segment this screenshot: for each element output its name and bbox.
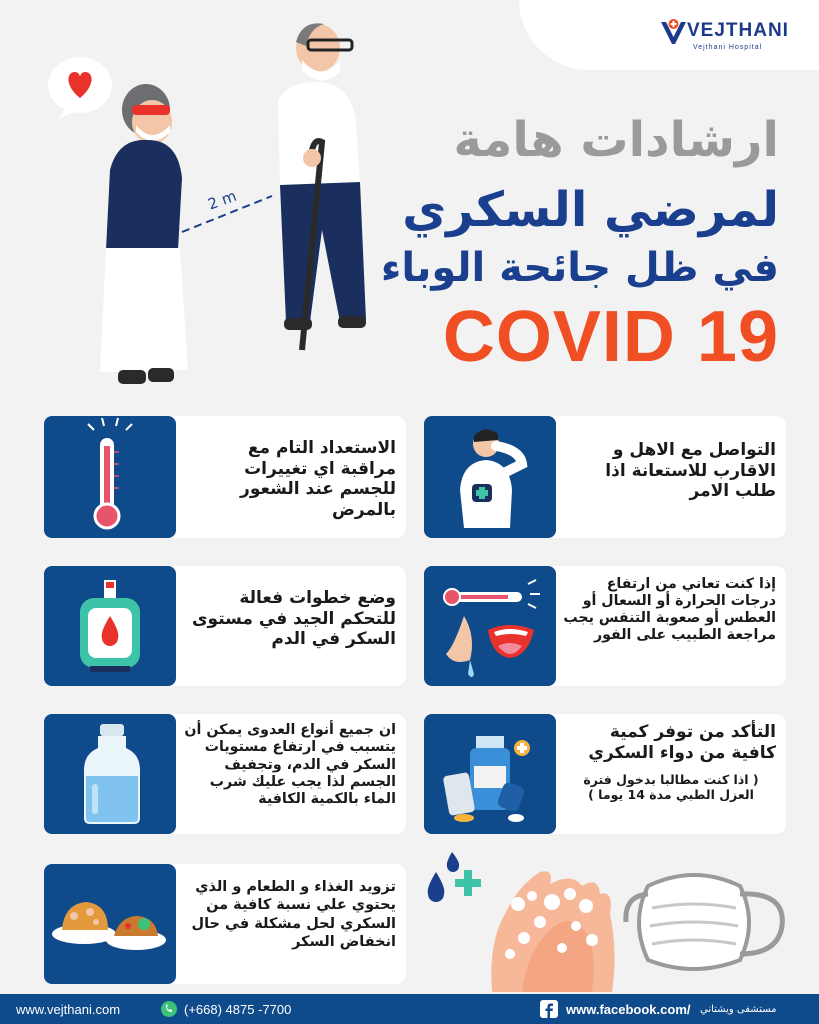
heart-bubble-icon — [48, 57, 112, 120]
title-line-2: لمرضي السكري — [402, 182, 779, 238]
title-line-3: في ظل جائحة الوباء — [380, 245, 779, 291]
person-medicine-icon — [424, 416, 556, 538]
tip-card-medicine — [424, 714, 786, 834]
tip-text: ان جميع أنواع العدوى يمكن أن يتسبب في ارتفاع مستويات السكر في الدم، وتجفيف الجسم لذا يجب عليك شرب الماء بالكمية الكافية — [184, 722, 396, 808]
whatsapp-icon — [160, 1000, 178, 1018]
washing-hands-icon — [491, 871, 614, 992]
facebook-link[interactable]: www.facebook.com/ — [566, 1002, 691, 1017]
water-bottle-icon — [44, 714, 176, 834]
symptoms-icon — [424, 566, 556, 686]
title-line-1: ارشادات هامة — [453, 112, 779, 168]
hospital-logo — [659, 14, 789, 54]
facebook-icon — [540, 1000, 558, 1018]
facebook-page-name[interactable]: مستشفى ويشتاني — [700, 1004, 777, 1015]
tip-text: الاستعداد التام مع مراقبة اي تغييرات للجسم عند الشعور بالمرض — [240, 438, 396, 521]
face-mask-icon — [626, 875, 782, 969]
tip-card-water — [44, 714, 406, 834]
brand-name: VEJTHANI — [687, 20, 789, 41]
tip-text: التواصل مع الاهل و الاقارب للاستعانة اذا طلب الامر — [605, 440, 776, 502]
tip-card-monitor — [44, 416, 406, 538]
tip-card-glucose — [44, 566, 406, 686]
tip-card-contact — [424, 416, 786, 538]
logo-mark-icon — [659, 16, 689, 46]
tip-text: تزويد الغذاء و الطعام و الذي يحتوي علي نسبة كافية من السكري لحل مشكلة في حال انخفاض السكر — [191, 879, 396, 950]
medicine-icon — [424, 714, 556, 834]
man-figure — [278, 23, 366, 350]
tip-card-symptoms — [424, 566, 786, 686]
tip-text: إذا كنت تعاني من ارتفاع درجات الحرارة أو السعال أو العطس أو صعوبة التنفس يجب مراجعة الطبيب على الفور — [563, 576, 776, 644]
title-covid: COVID 19 — [442, 297, 779, 377]
elderly-couple-illustration — [40, 10, 380, 400]
thermometer-icon — [44, 416, 176, 538]
brand-subtitle: Vejthani Hospital — [693, 44, 763, 51]
distance-label: 2 m — [205, 186, 239, 214]
handwash-mask-illustration — [422, 842, 790, 992]
tip-card-food — [44, 864, 406, 984]
water-drop-icon — [428, 852, 481, 902]
food-plates-icon — [44, 864, 176, 984]
footer-bar — [0, 994, 819, 1024]
woman-figure — [100, 84, 188, 384]
tip-note: ( اذا كنت مطالبا بدخول فترة العزل الطبي مدة 14 يوما ) — [583, 772, 759, 803]
tip-text: التأكد من توفر كمية كافية من دواء السكري — [588, 722, 776, 763]
glucose-meter-icon — [44, 566, 176, 686]
website-link[interactable]: www.vejthani.com — [16, 1002, 121, 1017]
phone-number[interactable]: (+668) 4875 -7700 — [184, 1002, 292, 1017]
tip-text: وضع خطوات فعالة للتحكم الجيد في مستوى السكر في الدم — [191, 588, 396, 650]
